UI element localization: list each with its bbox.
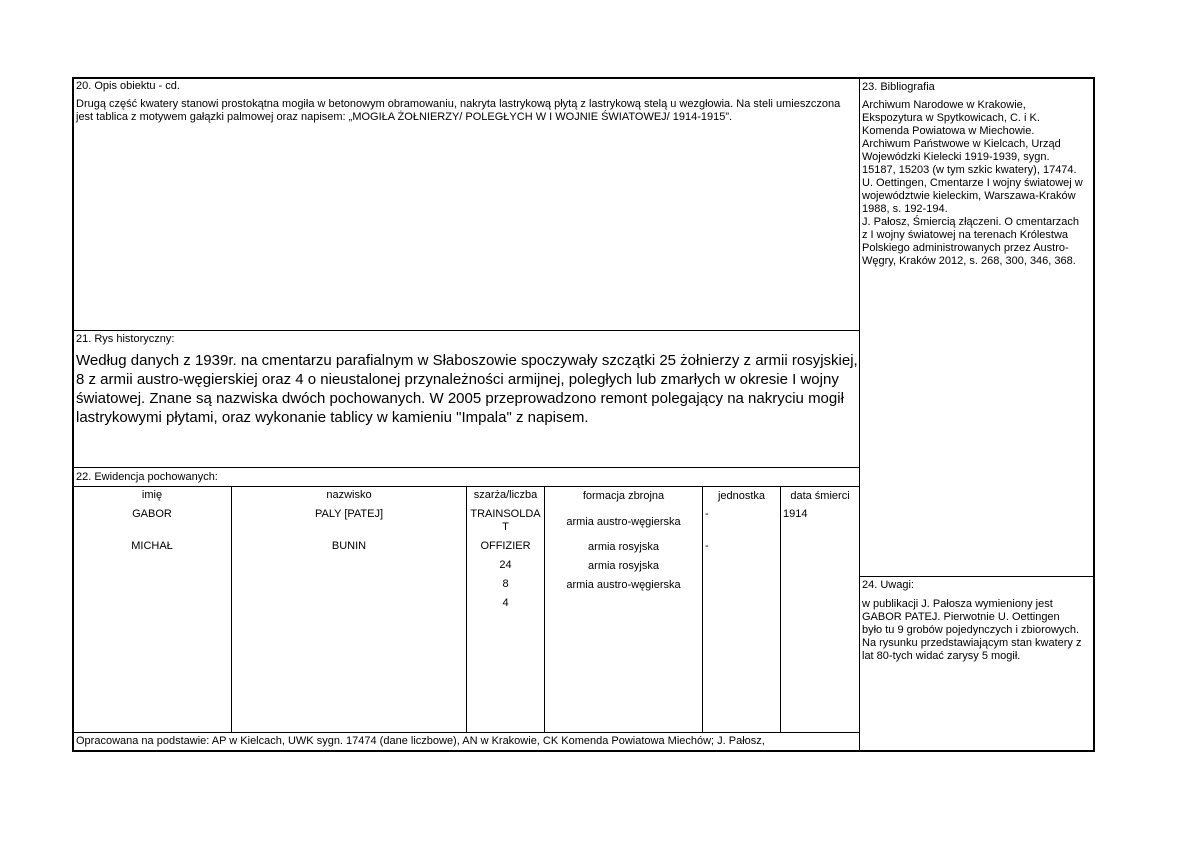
bibliography-line: 15187, 15203 (w tym szkic kwatery), 17474. bbox=[862, 164, 1077, 176]
remarks-line: w publikacji J. Pałosza wymieniony jest bbox=[862, 598, 1053, 610]
cell-imie: MICHAŁ bbox=[131, 540, 173, 552]
table-col-line bbox=[702, 487, 703, 732]
bibliography-list bbox=[862, 99, 1094, 268]
section-21-text: Według danych z 1939r. na cmentarzu parafialnym w Słaboszowie spoczywały szczątki 25 żołnierzy z armii rosyjskiej, 8 z armii austro-węgierskiej oraz 4 o nieustalonej przynależności armijnej, poległych lub zmarłych w okresie I wojny światowej. Znane są nazwiska dwóch pochowanych. W 2005 przeprowadzono remont polegający na nakryciu mogił lastrykowymi płytami, oraz wykonanie tablicy w kamieniu "Impala" z napisem. bbox=[76, 352, 858, 426]
bibliography-line: Polskiego administrowanych przez Austro- bbox=[862, 242, 1069, 254]
section-24-header: 24. Uwagi: bbox=[862, 579, 914, 591]
cell-szarza: 24 bbox=[499, 559, 512, 571]
section-20-header: 20. Opis obiektu - cd. bbox=[76, 80, 180, 92]
bibliography-line: Komenda Powiatowa w Miechowie. bbox=[862, 125, 1035, 137]
col-header-szarza: szarża/liczba bbox=[473, 489, 538, 501]
divider-20-21 bbox=[73, 330, 860, 331]
remarks-list bbox=[862, 598, 1094, 663]
bibliography-line: U. Oettingen, Cmentarze I wojny światowej w bbox=[862, 177, 1083, 189]
cell-szarza: 8 bbox=[502, 578, 509, 590]
cell-jednostka: - bbox=[705, 508, 709, 520]
col-header-imie: imię bbox=[141, 489, 163, 501]
cell-nazwisko: PALY [PATEJ] bbox=[314, 508, 384, 520]
divider-21-22 bbox=[73, 467, 860, 468]
col-header-formacja: formacja zbrojna bbox=[582, 490, 665, 502]
cell-formacja: armia rosyjska bbox=[588, 560, 659, 572]
remarks-line: Na rysunku przedstawiającym stan kwatery z bbox=[862, 637, 1082, 649]
table-col-line bbox=[231, 487, 232, 732]
bibliography-line: 1988, s. 192-194. bbox=[862, 203, 948, 215]
cell-imie: GABOR bbox=[132, 508, 172, 520]
section-23-header: 23. Bibliografia bbox=[862, 81, 935, 93]
bibliography-line: Wojewódzki Kielecki 1919-1939, sygn. bbox=[862, 151, 1050, 163]
cell-formacja: armia austro-węgierska bbox=[566, 579, 681, 591]
divider-23-24 bbox=[860, 576, 1094, 577]
cell-szarza: TRAINSOLDA T bbox=[470, 508, 541, 533]
col-header-nazwisko: nazwisko bbox=[326, 489, 372, 501]
divider-table-footer bbox=[73, 732, 860, 733]
cell-nazwisko: BUNIN bbox=[331, 540, 367, 552]
bibliography-line: Ekspozytura w Spytkowicach, C. i K. bbox=[862, 112, 1040, 124]
cell-formacja: armia rosyjska bbox=[588, 541, 659, 553]
remarks-line: lat 80-tych widać zarysy 5 mogił. bbox=[862, 650, 1021, 662]
cell-szarza: OFFIZIER bbox=[480, 540, 531, 552]
bibliography-line: z I wojny światowej na terenach Królestwa bbox=[862, 229, 1069, 241]
table-footer-source: Opracowana na podstawie: AP w Kielcach, UWK sygn. 17474 (dane liczbowe), AN w Krakowie, CK Komenda Powiatowa Miechów; J. Pałosz, bbox=[76, 735, 765, 747]
col-header-data: data śmierci bbox=[790, 490, 850, 502]
table-col-line bbox=[780, 487, 781, 732]
remarks-line: GABOR PATEJ. Pierwotnie U. Oettingen bbox=[862, 611, 1060, 623]
bibliography-line: J. Pałosz, Śmiercią złączeni. O cmentarzach bbox=[862, 216, 1080, 228]
cell-jednostka: - bbox=[705, 540, 709, 552]
bibliography-line: Archiwum Państwowe w Kielcach, Urząd bbox=[862, 138, 1061, 150]
col-header-jednostka: jednostka bbox=[717, 490, 766, 502]
bibliography-line: województwie kieleckim, Warszawa-Kraków bbox=[862, 190, 1076, 202]
cell-formacja: armia austro-węgierska bbox=[566, 516, 681, 528]
bibliography-line: Węgry, Kraków 2012, s. 268, 300, 346, 368. bbox=[862, 255, 1076, 267]
cell-szarza: 4 bbox=[502, 597, 509, 609]
column-divider bbox=[859, 78, 860, 751]
section-22-header: 22. Ewidencja pochowanych: bbox=[76, 471, 218, 483]
section-20-text: Drugą część kwatery stanowi prostokątna mogiła w betonowym obramowaniu, nakryta lastrykową płytą z lastrykową stelą u wezgłowia. Na steli umieszczona jest tablica z motywem gałązki palmowej oraz napisem: „MOGIŁA ŻOŁNIERZY/ POLEGŁYCH W I WOJNIE ŚWIATOWEJ/ 1914-1915”. bbox=[76, 98, 841, 123]
section-21-header: 21. Rys historyczny: bbox=[76, 333, 175, 345]
bibliography-line: Archiwum Narodowe w Krakowie, bbox=[862, 99, 1026, 111]
remarks-line: było tu 9 grobów pojedynczych i zbiorowych. bbox=[862, 624, 1080, 636]
cell-data-smierci: 1914 bbox=[783, 508, 808, 520]
